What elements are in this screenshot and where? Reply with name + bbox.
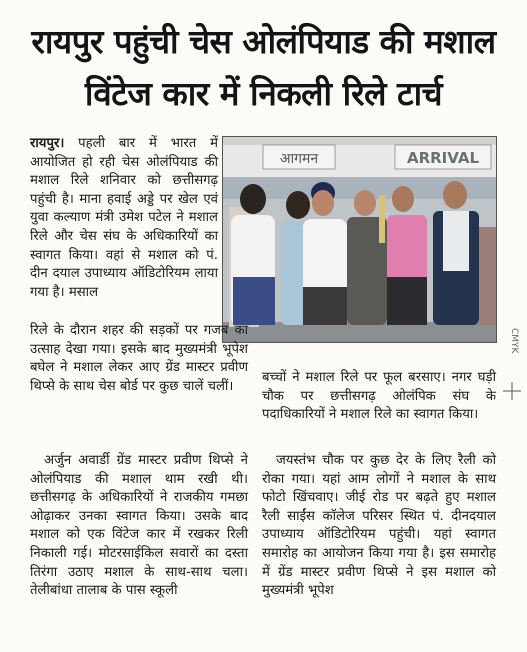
sign-aagman: आगमन (279, 151, 319, 167)
headline-line-2: विंटेज कार में निकली रिले टार्च (84, 74, 443, 113)
article-paragraph-1: पहली बार में भारत में आयोजित हो रही चेस ओलंपियाड की मशाल रिले शनिवार को छत्तीसगढ़ पहुंची है। माना हवाई अड्डे पर खेल एवं युवा कल्याण मंत्री उमेश पटेल ने मशाल रिले और चेस संघ के अधिकारियों का स्वागत किया। वहां से मशाल को पं. दीन दयाल उपाध्याय ऑडिटोरियम लाया गया है। मसाल (30, 136, 218, 300)
photo-illustration (223, 137, 497, 343)
headline-line-1: रायपुर पहुंची चेस ओलंपियाड की मशाल (31, 22, 496, 61)
registration-cross-icon (503, 382, 521, 400)
article-column-right-top (262, 369, 496, 425)
article-paragraph-3: बच्चों ने मशाल रिले पर फूल बरसाए। नगर घड़ी चौक पर छत्तीसगढ़ ओलंपिक संघ के पदाधिकारियों ने मशाल रिले का स्वागत किया। (262, 370, 496, 423)
article-column-left (30, 135, 218, 302)
dateline-place: रायपुर। (30, 136, 65, 151)
article-paragraph-4: जयस्तंभ चौक पर कुछ देर के लिए रैली को रोका गया। यहां आम लोगों ने मशाल के साथ फोटो खिंचवाए। जीई रोड पर बढ़ते हुए मशाल रैली साईंस कॉलेज परिसर स्थित पं. दीनदयाल उपाध्याय ऑडिटोरियम पहुंची। यहां स्वागत समारोह का आयोजन किया गया है। इस समारोह में ग्रेंड मास्टर प्रवीण थिप्से ने इस मशाल को मुख्यमंत्री भूपेश (262, 453, 496, 599)
article-paragraph-2: अर्जुन अवार्डी ग्रेंड मास्टर प्रवीण थिप्से ने ओलंपियाड की मशाल थाम रखी थी। छत्तीसगढ़ के अधिकारियों ने राजकीय गमछा ओढ़ाकर उनका स्वागत किया। उसके बाद मशाल को एक विंटेज कार में रखकर रिली निकाली गई। मोटरसाईकिल सवारों का दस्ता तिरंगा उठाए मशाल के साथ-साथ चला। तेलीबांधा तालाब के पास स्कूली (30, 453, 248, 599)
sign-arrival: ARRIVAL (406, 149, 480, 167)
article-column-left-lower (30, 452, 248, 601)
cmyk-registration-marks: CMYK (509, 328, 519, 354)
article-paragraph-1-cont: रिले के दौरान शहर की सड़कों पर गजब का उत्साह देखा गया। इसके बाद मुख्यमंत्री भूपेश बघेल ने मशाल लेकर आए ग्रेंड मास्टर प्रवीण थिप्से के साथ चेस बोर्ड पर कुछ चालें चलीं। (30, 323, 248, 394)
news-photo (222, 136, 497, 343)
article-column-left-wide (30, 322, 248, 396)
article-column-right-lower (262, 452, 496, 601)
